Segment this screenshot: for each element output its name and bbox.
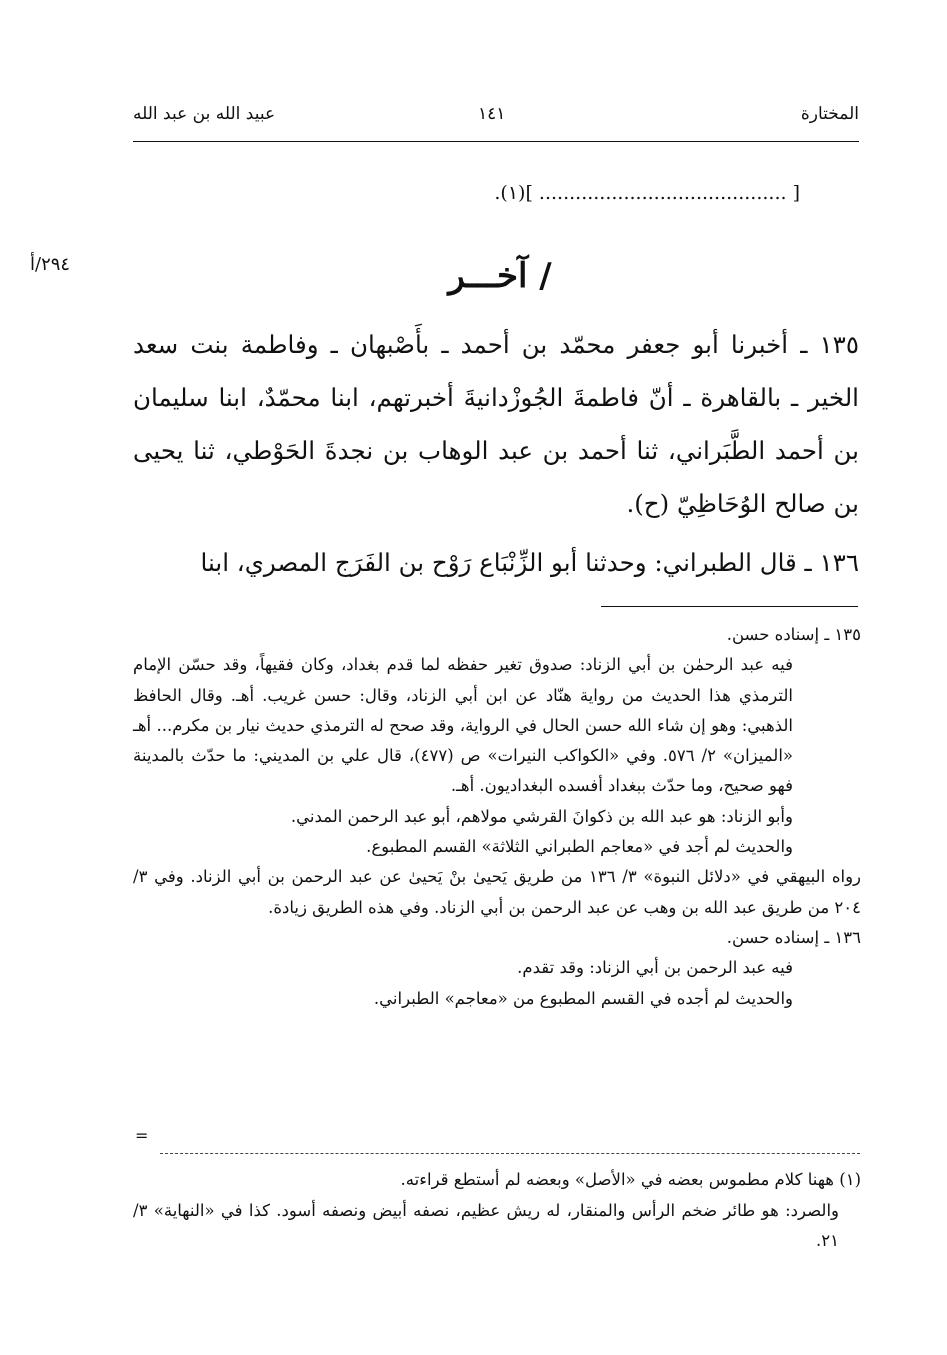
- page-number: ١٤١: [478, 104, 506, 124]
- footnote-rule: [601, 606, 858, 607]
- main-text: [133, 318, 859, 589]
- page-note-paragraph: والصرد: هو طائر ضخم الرأس والمنقار، له ريش عظيم، نصفه أبيض ونصفه أسود. كذا في «النهاية» ٣/ ٢١.: [133, 1200, 839, 1250]
- continuation-mark: =: [135, 1126, 149, 1145]
- running-head-right: المختارة: [800, 104, 859, 124]
- hadith-135: ١٣٥ ـ أخبرنا أبو جعفر محمّد بن أحمد ـ بأَصْبهان ـ وفاطمة بنت سعد الخير ـ بالقاهرة ـ أنّ فاطمةَ الجُوزْدانيةَ أخبرتهم، ابنا محمّدٌ، ابنا سليمان بن أحمد الطَّبَراني، ثنا أحمد بن عبد الوهاب بن نجدةَ الحَوْطي، ثنا يحيى بن صالح الوُحَاظِيّ (ح).: [133, 330, 859, 518]
- footnote-paragraph: ١٣٦ ـ إسناده حسن.: [726, 927, 861, 947]
- page-note-paragraph: (١) ههنا كلام مطموس بعضه في «الأصل» وبعضه لم أستطع قراءته.: [400, 1170, 861, 1189]
- footnote-paragraph: فيه عبد الرحمن بن أبي الزناد: وقد تقدم.: [517, 958, 793, 978]
- footnote-paragraph: والحديث لم أجده في القسم المطبوع من «معاجم» الطبراني.: [373, 988, 793, 1008]
- page-notes: [133, 1165, 861, 1257]
- header-rule: [133, 141, 859, 142]
- footnote-paragraph: فيه عبد الرحمٰن بن أبي الزناد: صدوق تغير حفظه لما قدم بغداد، وكان فقيهاً، وقد حسّن الإمام الترمذي هذا الحديث من رواية هنّاد عن ابن أبي الزناد، وقال: حسن غريب. أهـ. وقال الحافظ الذهبي: وهو إن شاء الله حسن الحال في الرواية، وقد صحح له الترمذي حديث نيار بن مكرم... أهـ «الميزان» ٢/ ٥٧٦. وفي «الكواكب النيرات» ص (٤٧٧)، قال علي بن المديني: ما حدّث بالمدينة فهو صحيح، وما حدّث ببغداد أفسده البغداديون. أهـ.: [133, 655, 793, 796]
- lacuna-line: [ ......................................... ](١).: [494, 182, 800, 204]
- margin-folio: ٢٩٤/أ: [30, 254, 71, 275]
- footnote-paragraph: ١٣٥ ـ إسناده حسن.: [726, 625, 861, 644]
- section-title: / آخـــر: [448, 256, 552, 296]
- page-notes-rule: [160, 1153, 860, 1154]
- footnote-paragraph: والحديث لم أجد في «معاجم الطبراني الثلاثة» القسم المطبوع.: [366, 837, 793, 857]
- footnote-paragraph: رواه البيهقي في «دلائل النبوة» ٣/ ١٣٦ من طريق يَحيىٰ بنْ يَحيىٰ عن عبد الرحمن بن أبي الزناد. وفي ٣/ ٢٠٤ من طريق عبد الله بن وهب عن عبد الرحمن بن أبي الزناد. وفي هذه الطريق زيادة.: [133, 867, 862, 917]
- footnotes: [133, 620, 861, 1014]
- hadith-136: ١٣٦ ـ قال الطبراني: وحدثنا أبو الزِّنْبَاع رَوْح بن الفَرَج المصري، ابنا: [200, 548, 859, 577]
- footnote-paragraph: وأبو الزناد: هو عبد الله بن ذكوانَ القرشي مولاهم، أبو عبد الرحمن المدني.: [290, 806, 793, 826]
- running-head-left: عبيد الله بن عبد الله: [133, 104, 276, 124]
